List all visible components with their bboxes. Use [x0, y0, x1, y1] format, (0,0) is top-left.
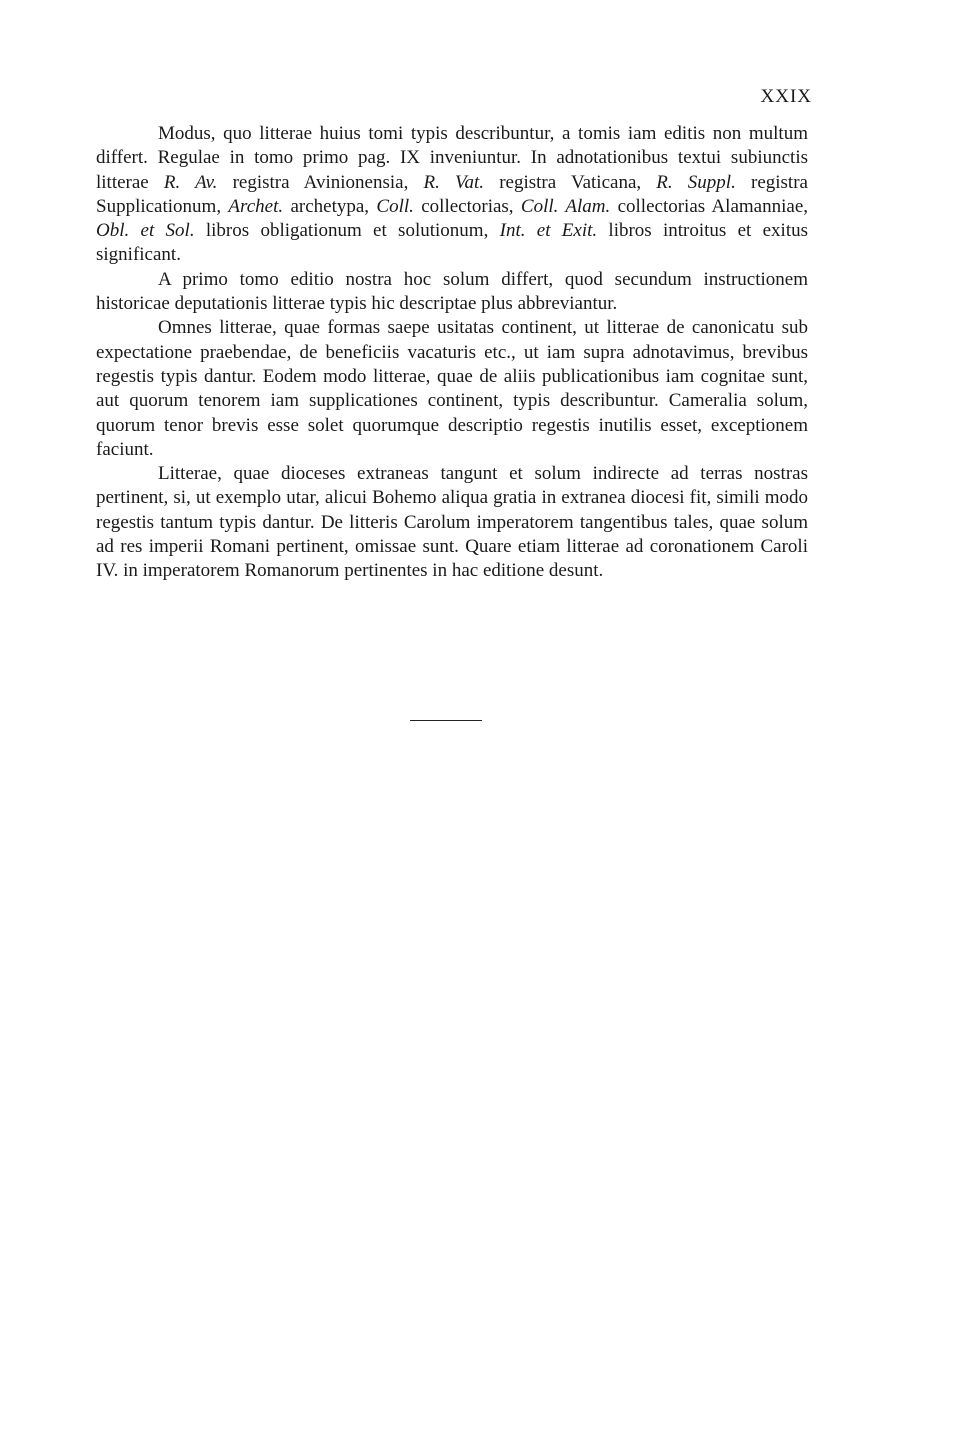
text-run: libros introitus et exitus significant. — [96, 220, 809, 266]
body-text — [96, 122, 808, 584]
text-run: Omnes litterae, quae formas saepe usitatas continent, ut litterae de canonicatu sub expectatione praebendae, de beneficiis vacaturis etc., ut iam supra adnotavimus, brevibus regestis typis dantur. Eodem modo litterae, quae de aliis publicationibus iam cognitae sunt, aut quorum tenorem iam supplicationes continent, typis describuntur. Cameralia solum, quorum tenor brevis esse solet quorumque descriptio regestis inutilis esset, exceptionem faciunt. — [96, 317, 808, 460]
end-rule — [410, 720, 482, 721]
paragraph — [96, 462, 808, 583]
text-run: libros obligationum et solutionum, — [194, 220, 500, 242]
abbreviation: R. Av. — [163, 171, 218, 193]
text-run: Modus, quo litterae huius tomi typis describuntur, a tomis iam editis non multum differt. Regulae in tomo primo pag. IX inveniuntur. In adnotationibus textui subiunctis litterae — [96, 123, 808, 193]
abbreviation: Coll. Alam. — [520, 195, 611, 217]
text-run: collectorias, — [413, 195, 521, 217]
abbreviation: Coll. — [376, 195, 414, 217]
abbreviation: Int. et Exit. — [499, 220, 598, 242]
abbreviation: R. Suppl. — [656, 171, 736, 193]
page-number: XXIX — [760, 86, 812, 107]
abbreviation: Archet. — [228, 195, 284, 217]
text-run: collectorias Alamanniae, — [610, 195, 808, 217]
paragraph — [96, 122, 808, 268]
text-run: registra Avinionensia, — [217, 171, 424, 193]
text-run: registra Vaticana, — [484, 171, 657, 193]
abbreviation: R. Vat. — [423, 171, 485, 193]
text-run: Litterae, quae dioceses extraneas tangunt et solum indirecte ad terras nostras pertinent, si, ut exemplo utar, alicui Bohemo aliqua gratia in extranea diocesi fit, simili modo regestis tantum typis dantur. De litteris Carolum imperatorem tangentibus tales, quae solum ad res imperii Romani pertinent, omissae sunt. Quare etiam litterae ad coronationem Caroli IV. in imperatorem Romanorum pertinentes in hac editione desunt. — [96, 463, 808, 582]
abbreviation: Obl. et Sol. — [96, 220, 195, 242]
text-run: archetypa, — [283, 195, 377, 217]
text-run: A primo tomo editio nostra hoc solum differt, quod secundum instructionem historicae deputationis litterae typis hic descriptae plus abbreviantur. — [96, 268, 808, 315]
paragraph — [96, 268, 808, 317]
text-run: registra Supplicationum, — [96, 171, 808, 217]
paragraph — [96, 316, 808, 462]
